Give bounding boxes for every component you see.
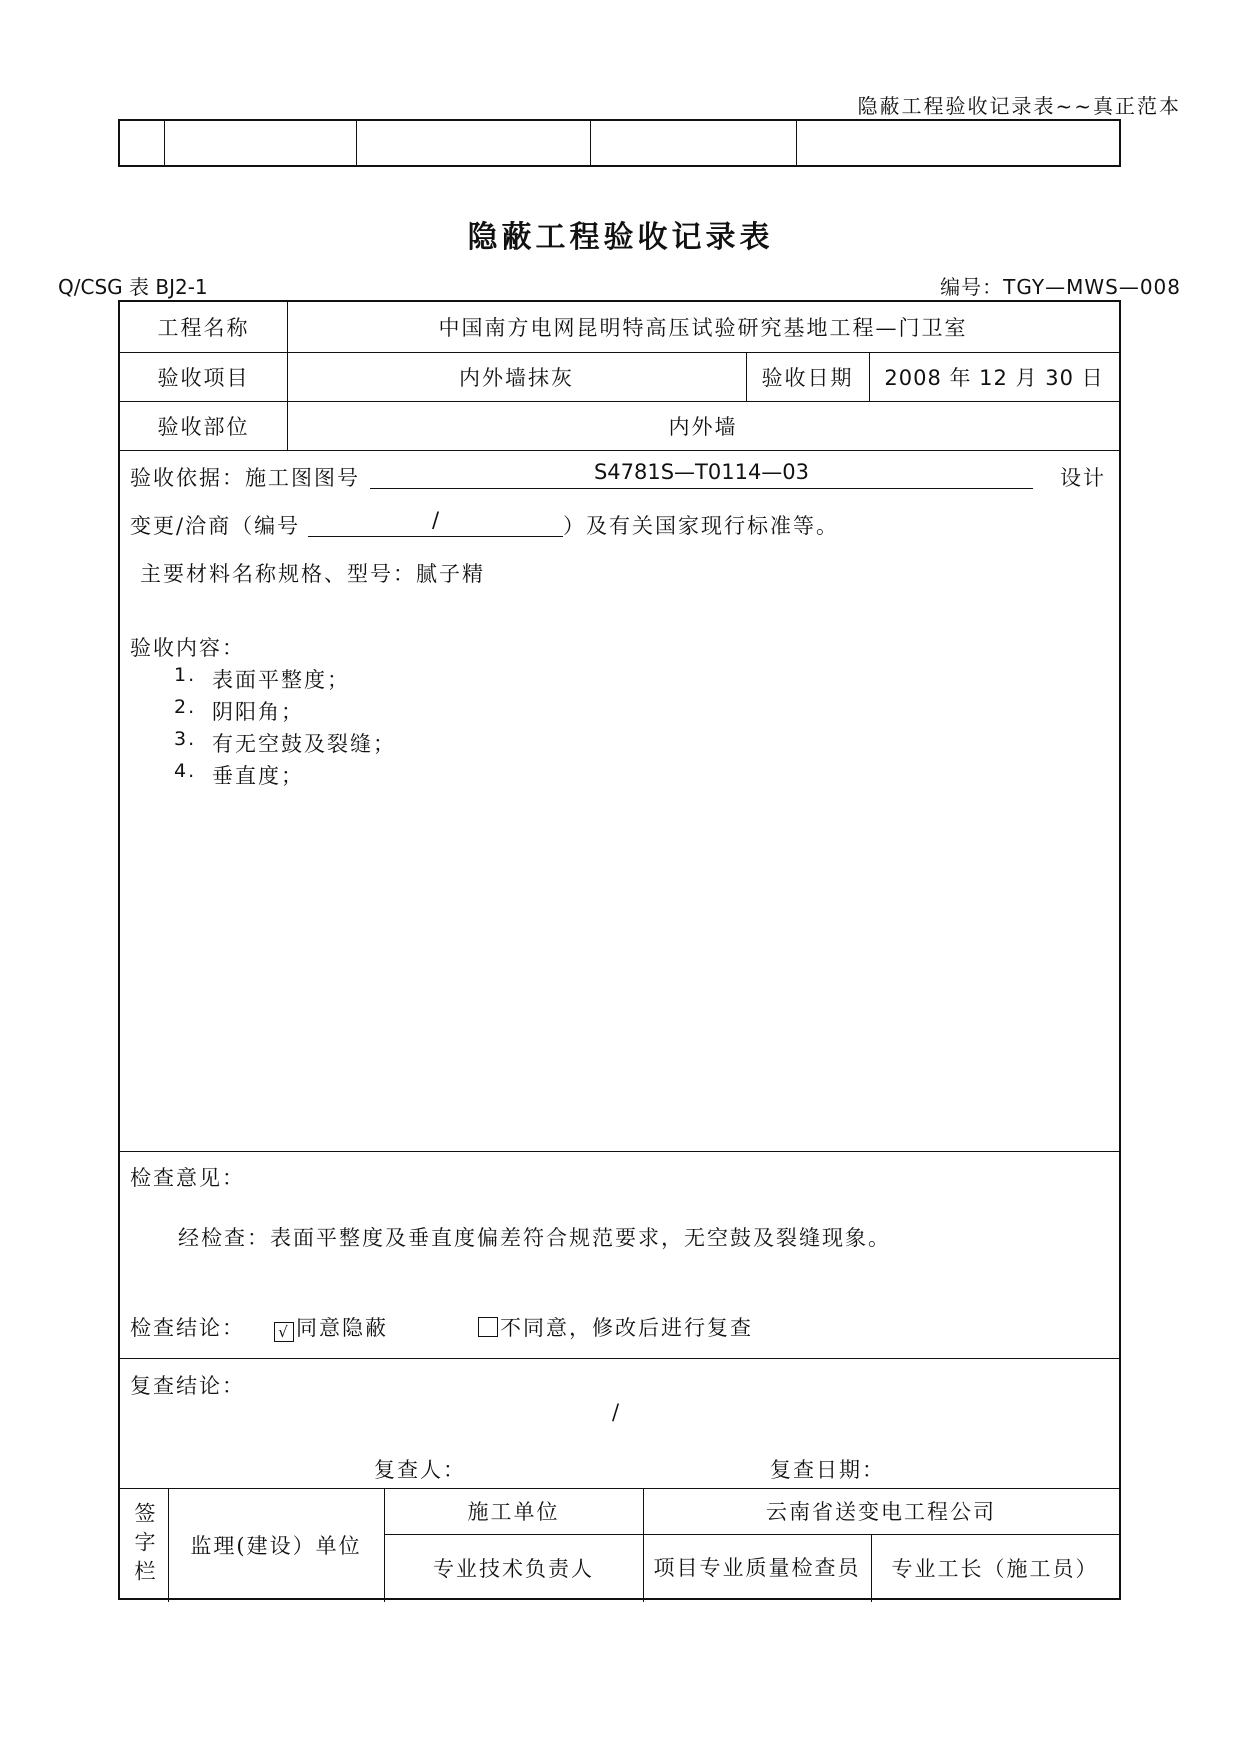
form-code: Q/CSG 表 BJ2-1 (58, 275, 208, 299)
acceptance-item-label: 验收项目 (157, 365, 250, 390)
form-title: 隐蔽工程验收记录表 (467, 220, 774, 255)
content-item-number: 3. (174, 728, 197, 750)
row-divider (120, 1358, 1119, 1359)
content-item-text: 有无空鼓及裂缝； (212, 732, 396, 756)
change-prefix: 变更/洽商（编号 (130, 514, 301, 538)
supervisor-unit-label: 监理(建设）单位 (190, 1534, 362, 1558)
row-divider (120, 450, 1119, 451)
agree-option[interactable] (274, 1312, 388, 1342)
column-divider (590, 121, 591, 165)
rechecker-label: 复查人： (374, 1458, 466, 1482)
content-label: 验收内容： (130, 636, 245, 660)
agree-label: 同意隐蔽 (296, 1316, 388, 1340)
content-item-text: 垂直度； (212, 764, 304, 788)
disagree-option[interactable] (478, 1312, 753, 1342)
foreman-label: 专业工长（施工员） (891, 1557, 1099, 1581)
top-blank-table (118, 119, 1121, 167)
column-divider (164, 121, 165, 165)
opinion-label: 检查意见： (130, 1166, 245, 1190)
change-suffix: ）及有关国家现行标准等。 (563, 514, 839, 538)
page-header-note: 隐蔽工程验收记录表~~真正范本 (857, 94, 1181, 118)
recheck-label: 复查结论： (130, 1374, 245, 1398)
project-name-value: 中国南方电网昆明特高压试验研究基地工程—门卫室 (438, 316, 968, 340)
content-item-text: 阴阳角； (212, 700, 304, 724)
change-number: / (308, 508, 563, 537)
content-item-number: 4. (174, 760, 197, 782)
tech-lead-label: 专业技术负责人 (433, 1557, 594, 1581)
recheck-date-label: 复查日期： (770, 1458, 885, 1482)
unchecked-checkbox[interactable] (478, 1317, 498, 1337)
acceptance-date-value: 2008 年 12 月 30 日 (884, 365, 1104, 390)
acceptance-part-value: 内外墙 (668, 414, 738, 439)
project-name-label: 工程名称 (157, 316, 250, 340)
construction-unit-value: 云南省送变电工程公司 (766, 1500, 996, 1524)
opinion-text: 经检查：表面平整度及垂直度偏差符合规范要求，无空鼓及裂缝现象。 (178, 1226, 891, 1250)
column-divider (356, 121, 357, 165)
row-divider (120, 1151, 1119, 1152)
material-line: 主要材料名称规格、型号：腻子精 (140, 562, 485, 586)
signature-column-label: 签字栏 (132, 1501, 156, 1589)
content-item-number: 1. (174, 664, 197, 686)
acceptance-part-label: 验收部位 (157, 414, 250, 439)
conclusion-label: 检查结论： (130, 1316, 245, 1340)
serial-number: 编号：TGY—MWS—008 (940, 275, 1181, 299)
acceptance-item-value: 内外墙抹灰 (459, 365, 574, 390)
record-table (118, 300, 1121, 1600)
qc-inspector-label: 项目专业质量检查员 (653, 1556, 861, 1580)
content-item-text: 表面平整度； (212, 668, 350, 692)
construction-unit-label: 施工单位 (467, 1500, 560, 1524)
column-divider (796, 121, 797, 165)
basis-design: 设计 (1060, 466, 1106, 490)
checked-checkbox[interactable]: √ (274, 1322, 294, 1342)
acceptance-date-label: 验收日期 (761, 365, 854, 390)
drawing-number: S4781S—T0114—03 (370, 460, 1033, 489)
basis-prefix: 验收依据：施工图图号 (130, 466, 360, 490)
disagree-label: 不同意，修改后进行复查 (500, 1316, 753, 1340)
content-item-number: 2. (174, 696, 197, 718)
recheck-value: / (612, 1400, 622, 1424)
